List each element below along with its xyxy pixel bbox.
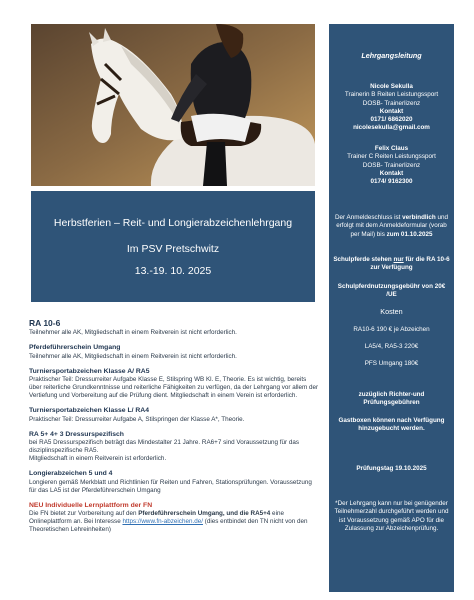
trainer-2-license: DOSB- Trainerlizenz <box>362 161 421 169</box>
horse-rider-illustration <box>31 24 315 186</box>
course-details <box>29 318 319 592</box>
school-text-only: nur <box>393 256 404 263</box>
trainer-2-name: Felix Claus <box>374 145 409 152</box>
title-banner <box>31 191 315 302</box>
section-title: Longierabzeichen 5 und 4 <box>29 470 113 477</box>
section-title: Turniersportabzeichen Klasse A/ RA5 <box>29 367 150 375</box>
section-ra5 <box>29 368 319 401</box>
banner-dates: 13.-19. 10. 2025 <box>134 265 212 277</box>
section-text: Teilnehmer alle AK, Mitgliedschaft in einem Reitverein ist nicht erforderlich. <box>29 329 237 336</box>
trainer-2-phone: 0174/ 9162300 <box>370 178 413 186</box>
horse-rider-photo <box>31 24 315 186</box>
section-title: Turniersportabzeichen Klasse L/ RA4 <box>29 407 149 414</box>
sidebar-heading: Lehrgangsleitung <box>361 51 422 60</box>
school-horse-fee: Schulpferdnutzungsgebühr von 20€ /UE <box>337 283 446 299</box>
deadline-date: zum 01.10.2025 <box>386 230 433 238</box>
deadline-binding: verbindlich <box>402 214 436 221</box>
online-title: NEU Individuelle Lernplattform der FN <box>29 501 153 509</box>
cost-la-ra: LA5/4, RA5-3 220€ <box>364 343 419 350</box>
school-text-2: für die RA 10-6 zur Verfügung <box>370 256 450 272</box>
section-text: Teilnehmer alle AK, Mitgliedschaft in einem Reitverein ist nicht erforderlich. <box>29 352 237 360</box>
banner-title: Herbstferien – Reit- und Longierabzeichenlehrgang <box>53 217 293 229</box>
section-text: Praktischer Teil: Dressurreiter Aufgabe A, Stilspringen der Klasse A*, Theorie. <box>29 415 245 423</box>
section-title: Pferdeführerschein Umgang <box>29 344 121 351</box>
deadline-text: Der Anmeldeschluss ist <box>334 214 401 221</box>
school-horses-note <box>333 256 450 273</box>
participation-note: *Der Lehrgang kann nur bei genügender Teilnehmerzahl durchgeführt werden und ist Voraussetzung gemäß APO für die Zulassung zur Abzeichenprüfung. <box>334 500 449 532</box>
section-text-2: Mitgliedschaft in einem Reitverein ist erforderlich. <box>29 455 167 462</box>
trainer-2-contact-label: Kontakt <box>379 169 404 177</box>
online-text-d: (dies entbindet den TN nicht von den Theoretischen Lehreinheiten) <box>29 518 308 533</box>
trainer-2-role: Trainer C Reiten Leistungssport <box>347 153 436 161</box>
exam-day: Prüfungstag 19.10.2025 <box>356 465 427 472</box>
trainer-1-name: Nicole Sekulla <box>370 83 413 90</box>
trainer-1-role: Trainerin B Reiten Leistungssport <box>344 91 439 99</box>
section-text: Longieren gemäß Merkblatt und Richtlinien für Reiten und Fahren, Stationsprüfungen. Voraussetzung für das LA5 ist der Pferdeführerschein Umgang <box>29 478 312 494</box>
online-text-a: Die FN bietet zur Vorbereitung auf den <box>29 510 139 517</box>
guest-boxes-note: Gastboxen können nach Verfügung hinzugebucht werden. <box>338 417 445 433</box>
trainer-1-block <box>333 83 450 133</box>
trainer-1-phone: 0171/ 6862020 <box>370 116 413 124</box>
trainer-1-contact-label: Kontakt <box>379 107 404 115</box>
fn-abzeichen-link[interactable]: https://www.fn-abzeichen.de/ <box>122 518 203 525</box>
section-online-platform <box>29 502 319 535</box>
section-ra543-dressur <box>29 431 319 464</box>
trainer-2-block <box>333 145 450 186</box>
section-longierabzeichen <box>29 470 319 495</box>
section-text: bei RA5 Dressurspezifisch beträgt das Mindestalter 21 Jahre. RA6+7 sind Voraussetzung für das disziplinspezifische RA5. <box>29 439 300 454</box>
online-text-c: eine Onlineplattform an. Bei Interesse <box>29 510 284 525</box>
section-ra10-6 <box>29 318 319 337</box>
cost-ra10-6: RA10-6 190 € je Abzeichen <box>353 326 430 333</box>
info-sidebar <box>329 24 454 592</box>
section-pferdefuehrerschein <box>29 344 319 361</box>
online-text-b: Pferdeführerschein Umgang, und die RA5+4 <box>138 510 271 517</box>
registration-deadline <box>333 214 450 239</box>
section-title: RA 10-6 <box>29 318 61 328</box>
section-title: RA 5+ 4+ 3 Dressurspezifisch <box>29 430 124 438</box>
costs-title: Kosten <box>380 307 403 316</box>
school-text-1: Schulpferde stehen <box>333 256 394 263</box>
section-text: Praktischer Teil: Dressurreiter Aufgabe Klasse E, Stilspring WB Kl. E, Theorie. Es ist wichtig, bereits über reiterliche Grundkenntnisse und reiterliche Fähigkeiten zu verfügen, da der Lehrgang vor allem der Vertiefung und Vorbereitung auf die Prüfung dient. Mitgliedschaft in einem Verein ist erforderlich. <box>29 376 319 399</box>
cost-pfs: PFS Umgang 180€ <box>364 360 419 367</box>
deadline-text-2: und erfolgt mit dem Anmeldeformular (vorab per Mail) bis <box>336 214 449 238</box>
online-text <box>29 510 319 534</box>
banner-location: Im PSV Pretschwitz <box>126 243 220 255</box>
trainer-1-email[interactable]: nicolesekulla@gmail.com <box>353 124 430 132</box>
section-ra4 <box>29 407 319 424</box>
judge-fees-note: zuzüglich Richter-und Prüfungsgebühren <box>358 391 425 407</box>
trainer-1-license: DOSB- Trainerlizenz <box>362 99 421 107</box>
